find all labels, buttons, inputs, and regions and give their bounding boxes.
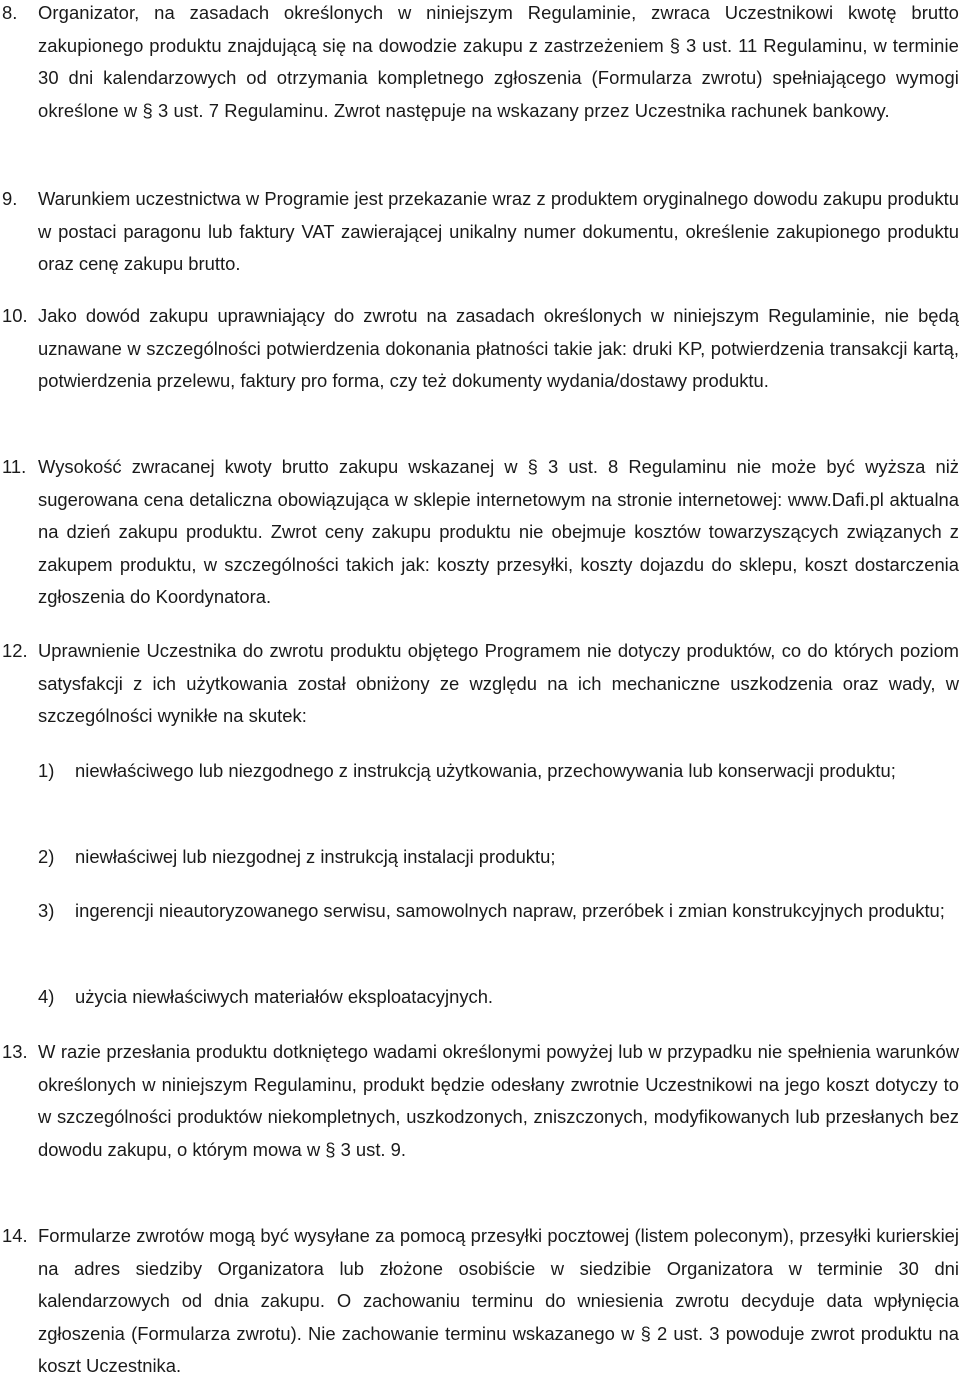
section-number: 14. <box>2 1225 28 1246</box>
section-number: 8. <box>2 2 18 23</box>
section-number: 12. <box>2 640 28 661</box>
section-text: Warunkiem uczestnictwa w Programie jest przekazanie wraz z produktem oryginalnego dowodu zakupu produktu w postaci paragonu lub faktury VAT zawierającej unikalny numer dokumentu, określenie zakupionego produktu oraz cenę zakupu brutto. <box>38 188 959 274</box>
list-item-number: 1) <box>38 760 55 781</box>
section-text: Jako dowód zakupu uprawniający do zwrotu na zasadach określonych w niniejszym Regulaminie, nie będą uznawane w szczególności potwierdzenia dokonania płatności takie jak: druki KP, potwierdzenia transakcji kartą, potwierdzenia przelewu, faktury pro forma, czy też dokumenty wydania/dostawy produktu. <box>38 305 959 391</box>
list-item-number: 4) <box>38 986 55 1007</box>
section-text: Wysokość zwracanej kwoty brutto zakupu wskazanej w § 3 ust. 8 Regulaminu nie może być wyższa niż sugerowana cena detaliczna obowiązująca w sklepie internetowym na stronie internetowej: www.Dafi.pl aktualna na dzień zakupu produktu. Zwrot ceny zakupu produktu nie obejmuje kosztów towarzyszących związanych z zakupem produktu, w szczególności takich jak: koszty przesyłki, koszty dojazdu do sklepu, koszt dostarczenia zgłoszenia do Koordynatora. <box>38 456 959 607</box>
section-number: 11. <box>2 456 27 477</box>
list-item-text: niewłaściwego lub niezgodnego z instrukcją użytkowania, przechowywania lub konserwacji produktu; <box>75 760 896 781</box>
section-number: 9. <box>2 188 18 209</box>
section-text: Formularze zwrotów mogą być wysyłane za pomocą przesyłki pocztowej (listem poleconym), przesyłki kurierskiej na adres siedziby Organizatora lub złożone osobiście w siedzibie Organizatora w terminie 30 dni kalendarzowych od dnia zakupu. O zachowaniu terminu do wniesienia zwrotu decyduje data wpłynięcia zgłoszenia (Formularza zwrotu). Nie zachowanie terminu wskazanego w § 2 ust. 3 powoduje zwrot produktu na koszt Uczestnika. <box>38 1225 959 1376</box>
section-text: W razie przesłania produktu dotkniętego wadami określonymi powyżej lub w przypadku nie spełnienia warunków określonych w niniejszym Regulaminu, produkt będzie odesłany zwrotnie Uczestnikowi na jego koszt dotyczy to w szczególności produktów niekompletnych, uszkodzonych, zniszczonych, modyfikowanych lub przesłanych bez dowodu zakupu, o którym mowa w § 3 ust. 9. <box>38 1041 959 1160</box>
list-item-number: 3) <box>38 900 55 921</box>
section-text: Uprawnienie Uczestnika do zwrotu produktu objętego Programem nie dotyczy produktów, co do których poziom satysfakcji z ich użytkowania został obniżony ze względu na ich mechaniczne uszkodzenia oraz wady, w szczególności wynikłe na skutek: <box>38 640 959 726</box>
section-text: Organizator, na zasadach określonych w niniejszym Regulaminie, zwraca Uczestnikowi kwotę brutto zakupionego produktu znajdującą się na dowodzie zakupu z zastrzeżeniem § 3 ust. 11 Regulaminu, w terminie 30 dni kalendarzowych od otrzymania kompletnego zgłoszenia (Formularza zwrotu) spełniającego wymogi określone w § 3 ust. 7 Regulaminu. Zwrot następuje na wskazany przez Uczestnika rachunek bankowy. <box>38 2 959 121</box>
section-number: 13. <box>2 1041 28 1062</box>
section-number: 10. <box>2 305 28 326</box>
list-item-number: 2) <box>38 846 55 867</box>
list-item-text: niewłaściwej lub niezgodnej z instrukcją instalacji produktu; <box>75 846 556 867</box>
list-item-text: ingerencji nieautoryzowanego serwisu, samowolnych napraw, przeróbek i zmian konstrukcyjnych produktu; <box>75 900 945 921</box>
list-item-text: użycia niewłaściwych materiałów eksploatacyjnych. <box>75 986 494 1007</box>
